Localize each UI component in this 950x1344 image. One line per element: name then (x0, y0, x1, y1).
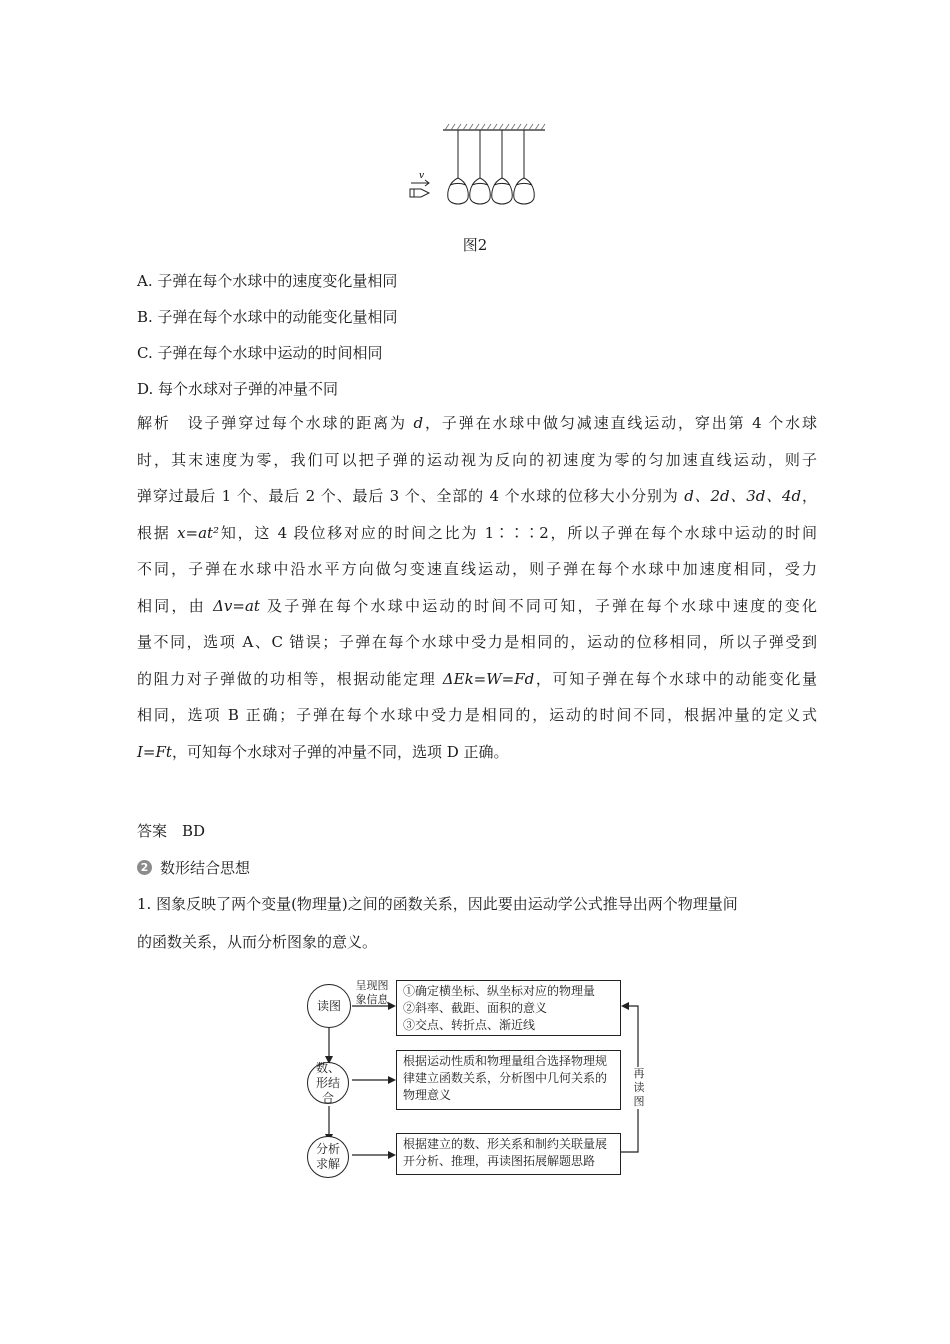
analysis-line: 相同，由 Δv=at 及子弹在每个水球中运动的时间不同可知，子弹在每个水球中速度的变化 (137, 596, 817, 615)
section-number-badge: 2 (137, 860, 152, 875)
analysis-line: 根据 x=at²知，这 4 段位移对应的时间之比为 1∶∶∶2，所以子弹在每个水球中运动的时间 (137, 523, 817, 542)
option-b: B. 子弹在每个水球中的动能变化量相同 (137, 308, 398, 326)
analysis-line: I=Ft，可知每个水球对子弹的冲量不同，选项 D 正确。 (137, 742, 509, 761)
answer: 答案 BD (137, 822, 206, 840)
step1-edge-label: 呈现图象信息 (355, 979, 389, 1006)
option-c: C. 子弹在每个水球中运动的时间相同 (137, 344, 383, 362)
analysis-line: 弹穿过最后 1 个、最后 2 个、最后 3 个、全部的 4 个水球的位移大小分别为 d、2d、3d、4d， (137, 487, 817, 505)
feedback-label: 再读图 (633, 1067, 645, 1108)
box1-item: ②斜率、截距、面积的意义 (403, 1001, 548, 1015)
velocity-label: v (419, 171, 425, 181)
option-d: D. 每个水球对子弹的冲量不同 (137, 380, 339, 398)
analysis-line: 时，其末速度为零，我们可以把子弹的运动视为反向的初速度为零的匀加速直线运动，则子 (137, 450, 817, 469)
step-analyze-solve: 分析求解 (307, 1136, 349, 1178)
box-read-info (396, 980, 621, 1036)
box-build-function: 根据运动性质和物理量组合选择物理规律建立函数关系，分析图中几何关系的物理意义 (396, 1050, 621, 1110)
analysis-line: 不同，子弹在水球中沿水平方向做匀变速直线运动，则子弹在每个水球中加速度相同，受力 (137, 560, 817, 578)
flowchart (300, 975, 645, 1185)
option-a: A. 子弹在每个水球中的速度变化量相同 (137, 272, 398, 290)
pendulum-diagram (405, 122, 550, 217)
analysis-line: 解析 设子弹穿过每个水球的距离为 d，子弹在水球中做匀减速直线运动，穿出第 4 个水球 (137, 414, 817, 432)
section-title: 数形结合思想 (160, 859, 251, 877)
point-1-paragraph (137, 885, 817, 961)
analysis-line: 相同，选项 B 正确；子弹在每个水球中受力是相同的，运动的时间不同，根据冲量的定义式 (137, 706, 817, 724)
section-heading (137, 857, 250, 878)
step-read-graph: 读图 (307, 984, 351, 1028)
water-balls-figure (405, 122, 550, 221)
point-1-line: 1. 图象反映了两个变量(物理量)之间的函数关系，因此要由运动学公式推导出两个物理量间 (137, 895, 738, 913)
point-1-line: 的函数关系，从而分析图象的意义。 (137, 933, 378, 951)
box-analyze: 根据建立的数、形关系和制约关联量展开分析、推理，再读图拓展解题思路 (396, 1133, 621, 1175)
box1-item: ③交点、转折点、渐近线 (403, 1018, 536, 1032)
analysis-line: 的阻力对子弹做的功相等，根据动能定理 ΔEk=W=Fd，可知子弹在每个水球中的动能变化量 (137, 669, 817, 688)
step-combine: 数、形结合 (307, 1062, 349, 1104)
analysis-paragraph (137, 405, 817, 770)
box1-item: ①确定横坐标、纵坐标对应的物理量 (403, 984, 596, 998)
analysis-line: 量不同，选项 A、C 错误；子弹在每个水球中受力是相同的，运动的位移相同，所以子弹受到 (137, 633, 817, 651)
figure-caption: 图2 (462, 236, 488, 254)
